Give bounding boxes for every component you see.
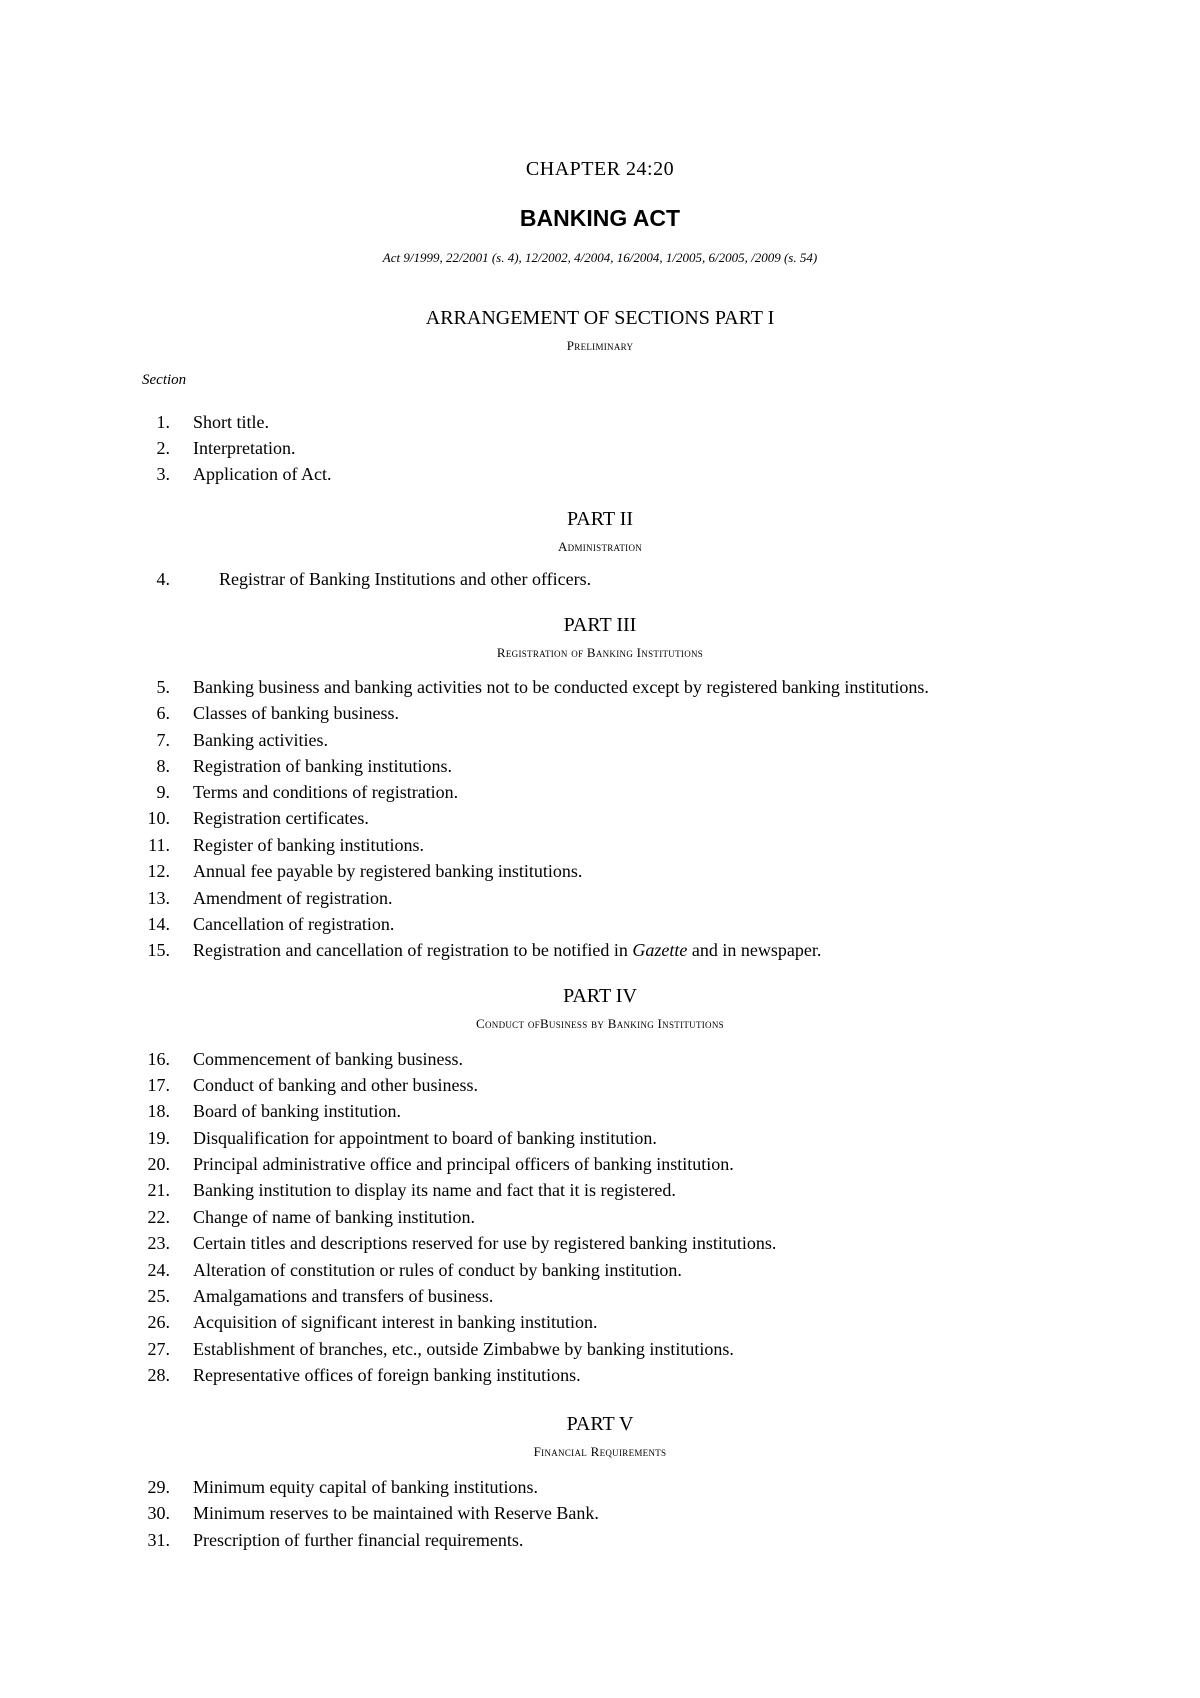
section-title: Certain titles and descriptions reserved for use by registered banking institutions.: [193, 1233, 777, 1253]
section-number: 19.: [147, 1128, 170, 1148]
section-title: Register of banking institutions.: [193, 835, 424, 855]
section-title: Annual fee payable by registered banking institutions.: [193, 861, 583, 881]
section-title: Minimum equity capital of banking institutions.: [193, 1477, 538, 1497]
section-number: 17.: [147, 1075, 170, 1095]
section-number: 8.: [156, 756, 170, 776]
section-title: Change of name of banking institution.: [193, 1207, 475, 1227]
section-number: 10.: [147, 808, 170, 828]
section-title: Minimum reserves to be maintained with Reserve Bank.: [193, 1503, 599, 1523]
section-title: Conduct of banking and other business.: [193, 1075, 478, 1095]
section-number: 7.: [156, 730, 170, 750]
act-title: BANKING ACT: [519, 205, 681, 231]
section-title: Amalgamations and transfers of business.: [193, 1286, 494, 1306]
part4-title: PART IV: [563, 985, 637, 1007]
part3-subtitle: Registration of Banking Institutions: [496, 645, 704, 660]
section-number: 3.: [156, 464, 170, 484]
section-number: 25.: [147, 1286, 170, 1306]
part5-title: PART V: [566, 1413, 634, 1435]
part3-title: PART III: [563, 614, 637, 636]
chapter-heading: CHAPTER 24:20: [525, 158, 675, 180]
section-title: Terms and conditions of registration.: [193, 782, 459, 802]
section-number: 31.: [147, 1530, 170, 1550]
part1-subtitle: Preliminary: [566, 338, 634, 353]
part4-subtitle: Conduct ofBusiness by Banking Institutions: [476, 1016, 724, 1031]
section-title: Board of banking institution.: [193, 1101, 401, 1121]
section-number: 18.: [147, 1101, 170, 1121]
section-title: Short title.: [193, 412, 269, 432]
section-title: Registrar of Banking Institutions and other officers.: [219, 569, 592, 589]
amendment-history: Act 9/1999, 22/2001 (s. 4), 12/2002, 4/2004, 16/2004, 1/2005, 6/2005, /2009 (s. 54): [382, 250, 818, 265]
section-number: 13.: [147, 888, 170, 908]
section-title-part: Registration and cancellation of registration to be notified in: [193, 940, 633, 960]
section-number: 28.: [147, 1365, 170, 1385]
part2-subtitle: Administration: [557, 539, 643, 554]
section-title: Interpretation.: [193, 438, 296, 458]
section-number: 14.: [147, 914, 170, 934]
section-title: Alteration of constitution or rules of conduct by banking institution.: [193, 1260, 682, 1280]
section-number: 12.: [147, 861, 170, 881]
section-title-part: and in newspaper.: [687, 940, 822, 960]
section-title: Registration certificates.: [193, 808, 369, 828]
section-number: 16.: [147, 1049, 170, 1069]
section-title: Registration of banking institutions.: [193, 756, 452, 776]
section-title: Acquisition of significant interest in banking institution.: [193, 1312, 598, 1332]
part2-title: PART II: [566, 508, 634, 530]
section-number: 1.: [156, 412, 170, 432]
section-number: 11.: [148, 835, 170, 855]
section-title: Banking business and banking activities not to be conducted except by registered banking institutions.: [193, 677, 929, 697]
section-number: 9.: [156, 782, 170, 802]
section-number: 23.: [147, 1233, 170, 1253]
section-title: Cancellation of registration.: [193, 914, 395, 934]
section-column-label: Section: [142, 372, 187, 388]
arrangement-heading: ARRANGEMENT OF SECTIONS PART I: [425, 307, 775, 329]
section-title: Commencement of banking business.: [193, 1049, 463, 1069]
section-number: 6.: [156, 703, 170, 723]
section-title: Establishment of branches, etc., outside Zimbabwe by banking institutions.: [193, 1339, 734, 1359]
section-title: Principal administrative office and principal officers of banking institution.: [193, 1154, 734, 1174]
section-title: Banking institution to display its name and fact that it is registered.: [193, 1180, 676, 1200]
section-title: Prescription of further financial requirements.: [193, 1530, 524, 1550]
section-number: 5.: [156, 677, 170, 697]
section-title: Banking activities.: [193, 730, 328, 750]
section-number: 29.: [147, 1477, 170, 1497]
section-title: Representative offices of foreign banking institutions.: [193, 1365, 581, 1385]
section-number: 21.: [147, 1180, 170, 1200]
section-number: 26.: [147, 1312, 170, 1332]
section-title: Amendment of registration.: [193, 888, 393, 908]
gazette-italic: Gazette: [632, 940, 688, 960]
section-number: 4.: [156, 569, 170, 589]
section-title: Application of Act.: [193, 464, 332, 484]
section-number: 24.: [147, 1260, 170, 1280]
section-number: 22.: [147, 1207, 170, 1227]
section-number: 20.: [147, 1154, 170, 1174]
section-title: Classes of banking business.: [193, 703, 399, 723]
section-title: [193, 940, 821, 961]
section-number: 30.: [147, 1503, 170, 1523]
section-title: Disqualification for appointment to board of banking institution.: [193, 1128, 657, 1148]
section-number: 27.: [147, 1339, 170, 1359]
part5-subtitle: Financial Requirements: [533, 1444, 667, 1459]
section-number: 15.: [147, 940, 170, 960]
section-number: 2.: [156, 438, 170, 458]
